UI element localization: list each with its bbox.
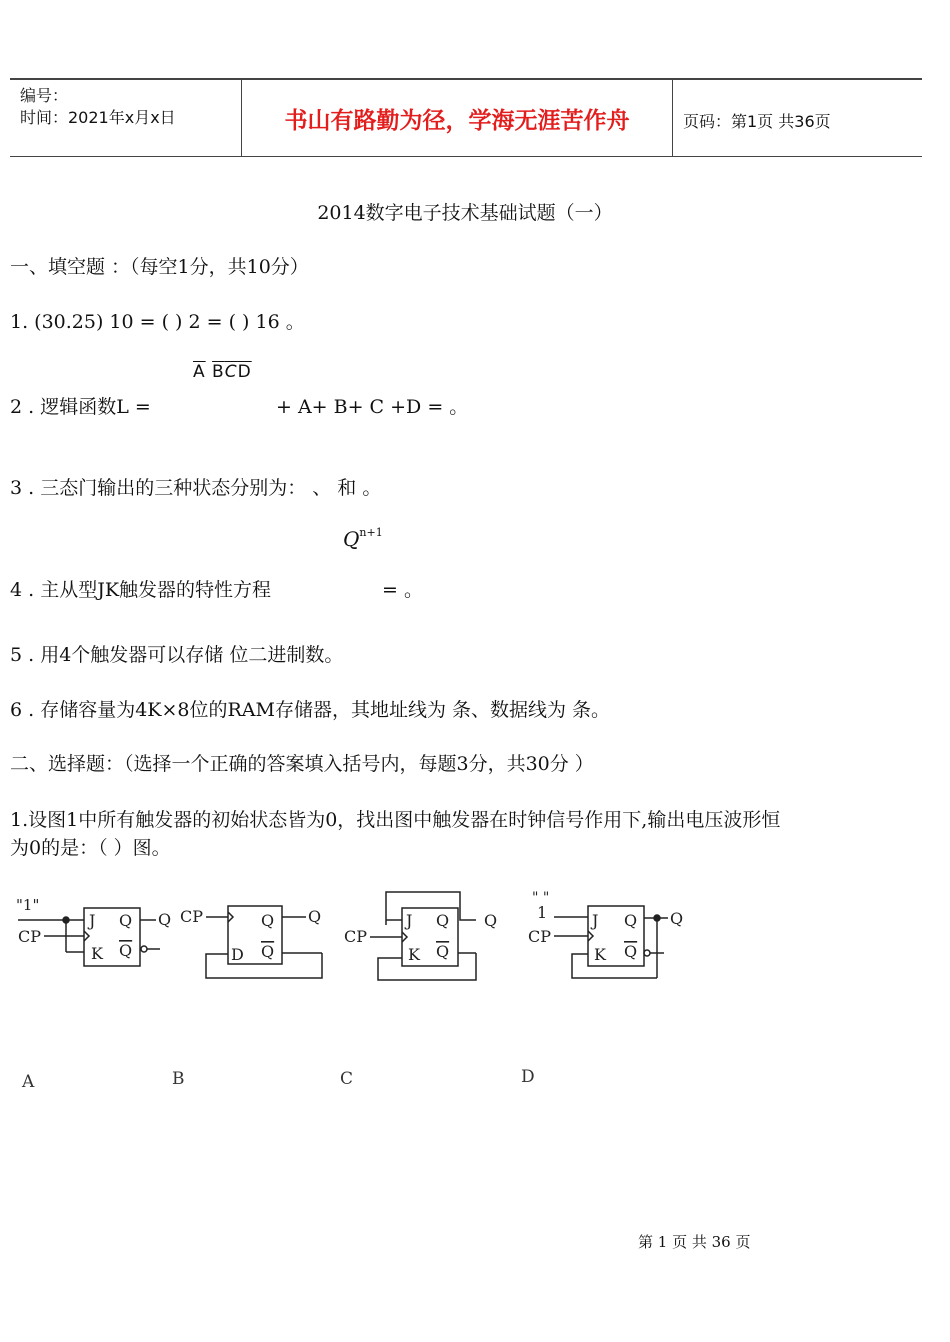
q-symbol: Q bbox=[343, 527, 360, 551]
circuit-b-clock-label: CP bbox=[180, 907, 204, 926]
page-footer: 第 1 页 共 36 页 bbox=[638, 1233, 751, 1251]
circuit-b-output: Q bbox=[308, 907, 322, 926]
circuit-a-pin-qbar: Q bbox=[119, 941, 133, 960]
section1-heading: 一、填空题 ：（每空1分，共10分） bbox=[10, 256, 309, 278]
question-2-1-line2: 为0的是：（ ）图。 bbox=[10, 837, 171, 859]
header-bottom-rule bbox=[10, 156, 922, 157]
option-d-label: D bbox=[521, 1067, 535, 1087]
header-top-rule bbox=[10, 78, 922, 80]
circuit-a-pin-k: K bbox=[91, 944, 103, 963]
question-1-4-suffix: = 。 bbox=[382, 579, 423, 601]
term-a: $\overline{A}$ bbox=[193, 362, 206, 382]
doc-title: 2014数字电子技术基础试题（一） bbox=[317, 202, 613, 224]
circuit-c-pin-qbar: Q bbox=[436, 942, 450, 961]
option-a-label: A bbox=[22, 1072, 35, 1092]
q-n-plus-1 bbox=[343, 527, 383, 551]
section2-heading: 二、选择题：（选择一个正确的答案填入括号内，每题3分，共30分 ） bbox=[10, 753, 594, 775]
circuit-b-pin-q: Q bbox=[261, 911, 275, 930]
question-1-2-prefix: 2 . 逻辑函数L = bbox=[10, 396, 151, 418]
date-line: 时间：2021年x月x日 bbox=[20, 108, 176, 127]
q-superscript: n+1 bbox=[359, 525, 383, 539]
question-1-1: 1. (30.25) 10 = ( ) 2 = ( ) 16 。 bbox=[10, 311, 305, 333]
question-1-4-prefix: 4 . 主从型JK触发器的特性方程 bbox=[10, 579, 272, 601]
circuit-c-clock-label: CP bbox=[344, 927, 368, 946]
formula-abcd bbox=[193, 362, 252, 382]
code-label: 编号： bbox=[20, 86, 69, 105]
circuit-d-pin-qbar: Q bbox=[624, 942, 638, 961]
circuit-b-pin-d: D bbox=[231, 945, 244, 964]
question-1-3: 3 . 三态门输出的三种状态分别为： 、 和 。 bbox=[10, 477, 382, 499]
motto: 书山有路勤为径，学海无涯苦作舟 bbox=[284, 108, 630, 134]
circuit-a-input-label: "1" bbox=[16, 896, 40, 914]
term-d: $\overline{D}$ bbox=[237, 362, 252, 382]
flipflop-circuits-figure bbox=[0, 880, 700, 990]
circuit-d-input-label: 1 bbox=[537, 903, 548, 922]
circuit-d bbox=[528, 890, 683, 978]
question-2-1-line1: 1.设图1中所有触发器的初始状态皆为0，找出图中触发器在时钟信号作用下,输出电压波形恒 bbox=[10, 809, 781, 831]
circuit-c bbox=[344, 892, 497, 980]
circuit-c-pin-q: Q bbox=[436, 911, 450, 930]
circuit-d-clock-label: CP bbox=[528, 927, 552, 946]
circuit-a-output: Q bbox=[158, 910, 172, 929]
circuit-a bbox=[16, 896, 171, 966]
term-b: $\overline{B}$ bbox=[212, 362, 225, 382]
page-info: 页码：第1页 共36页 bbox=[683, 112, 831, 131]
term-c: $\overline{C}$ bbox=[224, 362, 238, 382]
circuit-d-input-label-top: " " bbox=[532, 890, 550, 906]
question-1-2-suffix: + A+ B+ C +D = 。 bbox=[276, 396, 469, 418]
circuit-b bbox=[180, 906, 322, 978]
question-1-5: 5 . 用4个触发器可以存储 位二进制数。 bbox=[10, 644, 344, 666]
circuit-a-clock-label: CP bbox=[18, 927, 42, 946]
header-divider-right bbox=[672, 79, 673, 157]
circuit-c-output: Q bbox=[484, 911, 498, 930]
circuit-d-pin-q: Q bbox=[624, 911, 638, 930]
circuit-d-pin-k: K bbox=[594, 945, 606, 964]
circuit-a-pin-j: J bbox=[89, 911, 96, 930]
circuit-d-output: Q bbox=[670, 909, 684, 928]
question-1-6: 6 . 存储容量为4K×8位的RAM存储器，其地址线为 条、数据线为 条。 bbox=[10, 699, 611, 721]
circuit-a-pin-q: Q bbox=[119, 911, 133, 930]
option-c-label: C bbox=[340, 1069, 354, 1089]
circuit-c-pin-j: J bbox=[406, 911, 413, 930]
option-b-label: B bbox=[172, 1069, 185, 1089]
circuit-b-pin-qbar: Q bbox=[261, 942, 275, 961]
circuit-d-pin-j: J bbox=[592, 911, 599, 930]
circuit-c-pin-k: K bbox=[408, 945, 420, 964]
